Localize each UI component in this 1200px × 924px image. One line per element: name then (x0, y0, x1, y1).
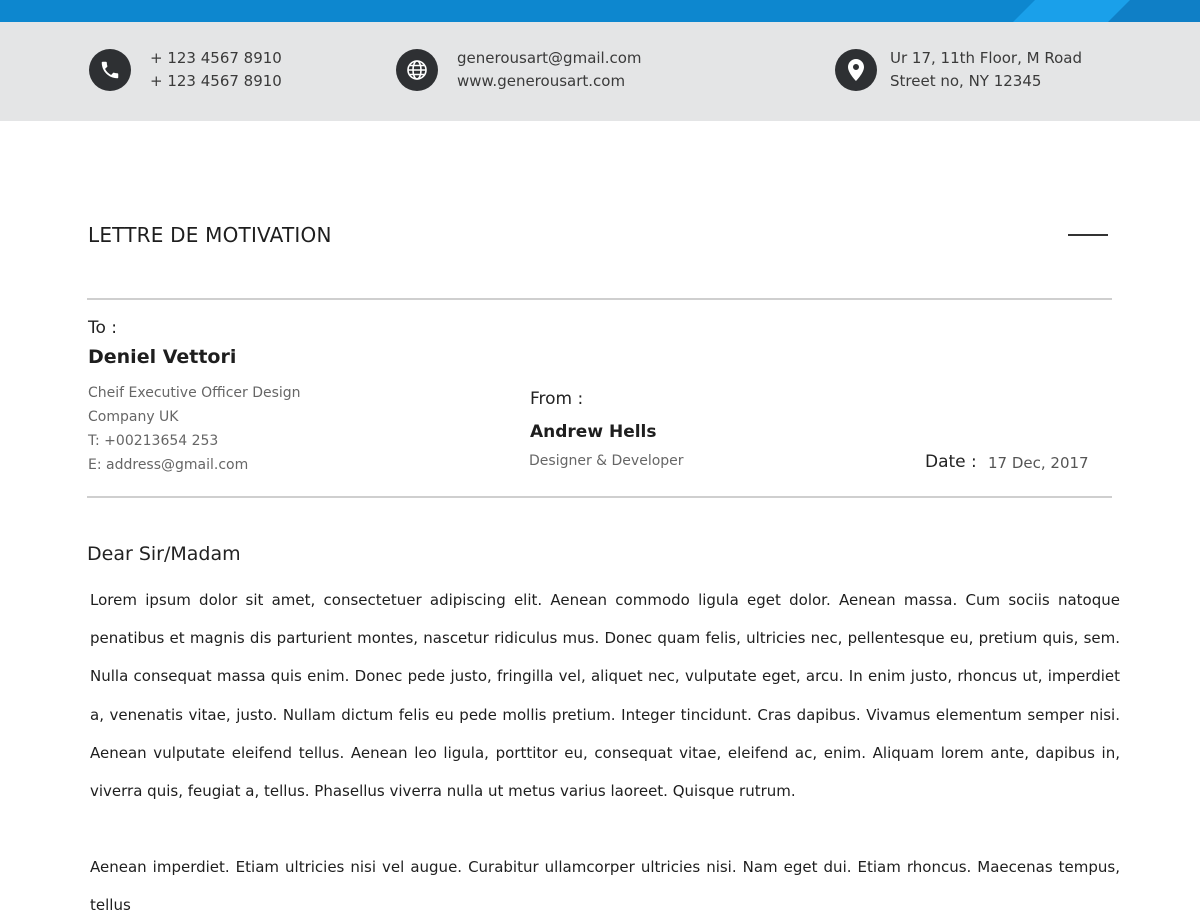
email-link[interactable]: generousart@gmail.com (457, 49, 642, 67)
address-line-1: Ur 17, 11th Floor, M Road (890, 49, 1082, 67)
recipient-label: To : (88, 318, 118, 338)
location-pin-icon (835, 49, 877, 91)
phone-contact (89, 47, 282, 93)
recipient-details (88, 381, 301, 477)
sender-label: From : (530, 389, 584, 409)
recipient-company: Company UK (88, 409, 179, 425)
recipient-position: Cheif Executive Officer Design (88, 385, 301, 401)
contact-header (0, 22, 1200, 121)
website-link[interactable]: www.generousart.com (457, 72, 626, 90)
recipient-name: Deniel Vettori (88, 346, 237, 368)
phone-line-1: + 123 4567 8910 (150, 49, 282, 67)
body-paragraph: Lorem ipsum dolor sit amet, consectetuer adipiscing elit. Aenean commodo ligula eget dolor. Aenean massa. Cum sociis natoque penatibus et magnis dis parturient montes, nascetur ridiculus mus. Donec quam felis, ultricies nec, pellentesque eu, pretium quis, sem. Nulla consequat massa quis enim. Donec pede justo, fringilla vel, aliquet nec, vulputate eget, arcu. In enim justo, rhoncus ut, imperdiet a, venenatis vitae, justo. Nullam dictum felis eu pede mollis pretium. Integer tincidunt. Cras dapibus. Vivamus elementum semper nisi. Aenean vulputate eleifend tellus. Aenean leo ligula, porttitor eu, consequat vitae, eleifend ac, enim. Aliquam lorem ante, dapibus in, viverra quis, feugiat a, tellus. Phasellus viverra nulla ut metus varius laoreet. Quisque rutrum. (90, 591, 1120, 801)
section-divider (87, 298, 1112, 300)
recipient-email: E: address@gmail.com (88, 457, 249, 473)
globe-icon (396, 49, 438, 91)
title-dash-divider (1068, 234, 1108, 236)
date-label: Date : (925, 452, 977, 472)
date-value: 17 Dec, 2017 (988, 454, 1089, 472)
document-title: LETTRE DE MOTIVATION (88, 223, 332, 247)
address-contact (835, 47, 1082, 93)
web-contact (396, 47, 642, 93)
phone-line-2: + 123 4567 8910 (150, 72, 282, 90)
top-accent-bar (0, 0, 1200, 22)
salutation: Dear Sir/Madam (87, 543, 241, 565)
section-divider (87, 496, 1112, 498)
address-line-2: Street no, NY 12345 (890, 72, 1042, 90)
sender-role: Designer & Developer (529, 453, 684, 469)
phone-icon (89, 49, 131, 91)
recipient-phone: T: +00213654 253 (88, 433, 219, 449)
body-paragraph: Aenean imperdiet. Etiam ultricies nisi vel augue. Curabitur ullamcorper ultricies nisi. Nam eget dui. Etiam rhoncus. Maecenas tempus, tellus (90, 858, 1120, 915)
sender-name: Andrew Hells (530, 422, 657, 442)
